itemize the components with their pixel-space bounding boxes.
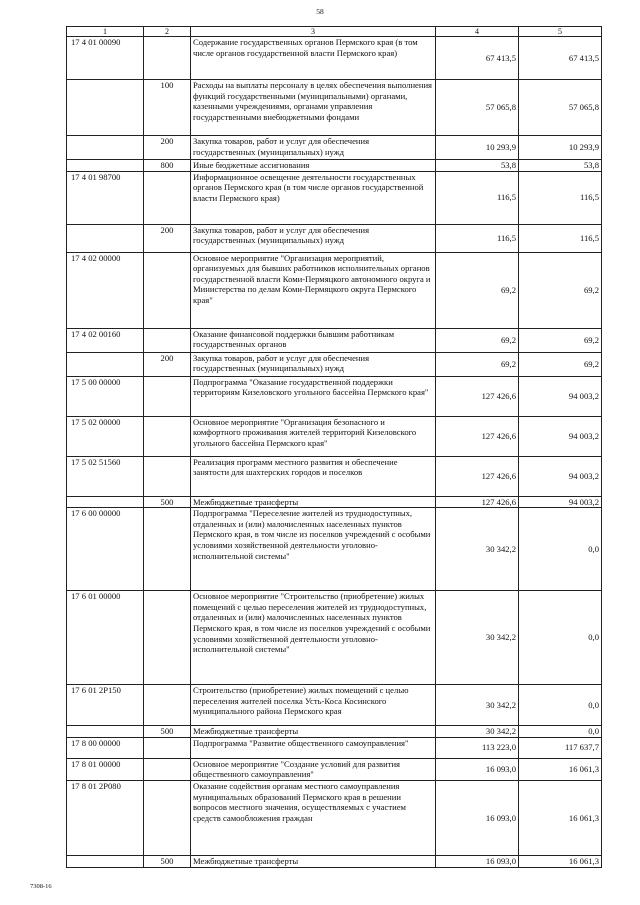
- row-description: Основное мероприятие "Строительство (приобретение) жилых помещений с целью переселения жителей из труднодоступных, отдаленных и (или) малочисленных населенных пунктов Пермского края, в том числе из поселков учреждений с особыми условиями хозяйственной деятельности уголовно-исполнительной системы": [191, 591, 436, 685]
- row-amount-col4: 30 342,2: [436, 685, 519, 726]
- row-amount-col5: 0,0: [519, 726, 602, 738]
- row-code: [67, 352, 144, 376]
- row-code: 17 5 02 51560: [67, 456, 144, 496]
- row-amount-col4: 69,2: [436, 252, 519, 328]
- row-description: Основное мероприятие "Организация мероприятий, организуемых для бывших работников исполнительных органов государственной власти Коми-Пермяцкого автономного округа и Министерства по делам Коми-Пермяцкого округа Пермского края": [191, 252, 436, 328]
- row-code: [67, 726, 144, 738]
- row-description: Межбюджетные трансферты: [191, 726, 436, 738]
- row-expense-kind: [144, 37, 191, 80]
- row-description: Информационное освещение деятельности государственных органов Пермского края (в том числе органов государственной власти Пермского края): [191, 171, 436, 224]
- row-code: 17 8 01 2Р080: [67, 780, 144, 855]
- row-amount-col4: 16 093,0: [436, 758, 519, 780]
- table-row: [67, 591, 602, 685]
- header-col-2: 2: [144, 27, 191, 37]
- budget-table: [66, 26, 602, 868]
- row-amount-col5: 69,2: [519, 352, 602, 376]
- row-expense-kind: 500: [144, 855, 191, 867]
- row-amount-col4: 16 093,0: [436, 780, 519, 855]
- row-amount-col5: 10 293,9: [519, 136, 602, 160]
- row-expense-kind: 200: [144, 136, 191, 160]
- row-expense-kind: [144, 376, 191, 416]
- row-description: Основное мероприятие "Организация безопасного и комфортного проживания жителей территорий Кизеловского угольного бассейна Пермского края": [191, 416, 436, 456]
- page-number: 58: [316, 7, 324, 16]
- row-amount-col5: 16 061,3: [519, 758, 602, 780]
- row-description: Оказание содействия органам местного самоуправления муниципальных образований Пермского края в решении вопросов местного значения, осуществляемых с участием средств самообложения граждан: [191, 780, 436, 855]
- header-col-3: 3: [191, 27, 436, 37]
- row-description: Закупка товаров, работ и услуг для обеспечения государственных (муниципальных) нужд: [191, 136, 436, 160]
- header-col-1: 1: [67, 27, 144, 37]
- row-amount-col4: 127 426,6: [436, 376, 519, 416]
- row-amount-col4: 69,2: [436, 328, 519, 352]
- row-code: 17 5 02 00000: [67, 416, 144, 456]
- table-row: [67, 508, 602, 591]
- row-code: 17 8 01 00000: [67, 758, 144, 780]
- row-amount-col5: 67 413,5: [519, 37, 602, 80]
- row-amount-col5: 116,5: [519, 171, 602, 224]
- row-expense-kind: 800: [144, 160, 191, 172]
- row-expense-kind: 500: [144, 496, 191, 508]
- row-amount-col4: 30 342,2: [436, 508, 519, 591]
- row-expense-kind: [144, 591, 191, 685]
- row-amount-col4: 10 293,9: [436, 136, 519, 160]
- table-row: [67, 737, 602, 758]
- row-expense-kind: 200: [144, 352, 191, 376]
- row-description: Межбюджетные трансферты: [191, 496, 436, 508]
- row-amount-col4: 67 413,5: [436, 37, 519, 80]
- row-code: [67, 80, 144, 136]
- row-amount-col4: 113 223,0: [436, 737, 519, 758]
- row-amount-col5: 116,5: [519, 224, 602, 252]
- row-expense-kind: [144, 416, 191, 456]
- row-amount-col5: 94 003,2: [519, 496, 602, 508]
- row-description: Реализация программ местного развития и обеспечение занятости для шахтерских городов и поселков: [191, 456, 436, 496]
- row-amount-col4: 127 426,6: [436, 416, 519, 456]
- row-amount-col4: 57 065,8: [436, 80, 519, 136]
- row-expense-kind: [144, 685, 191, 726]
- row-expense-kind: [144, 456, 191, 496]
- table-row: [67, 160, 602, 172]
- row-amount-col5: 16 061,3: [519, 780, 602, 855]
- row-code: 17 4 02 00160: [67, 328, 144, 352]
- row-amount-col5: 69,2: [519, 328, 602, 352]
- row-expense-kind: 500: [144, 726, 191, 738]
- row-description: Основное мероприятие "Создание условий для развития общественного самоуправления": [191, 758, 436, 780]
- row-description: Строительство (приобретение) жилых помещений с целью переселения жителей поселка Усть-Коса Косинского муниципального района Пермского края: [191, 685, 436, 726]
- header-col-4: 4: [436, 27, 519, 37]
- header-col-5: 5: [519, 27, 602, 37]
- table-row: [67, 780, 602, 855]
- row-amount-col4: 53,8: [436, 160, 519, 172]
- row-description: Подпрограмма "Переселение жителей из труднодоступных, отдаленных и (или) малочисленных населенных пунктов Пермского края, в том числе из поселков учреждений с особыми условиями хозяйственной деятельности уголовно-исполнительной системы": [191, 508, 436, 591]
- row-code: [67, 160, 144, 172]
- row-expense-kind: [144, 252, 191, 328]
- row-amount-col5: 69,2: [519, 252, 602, 328]
- table-row: [67, 456, 602, 496]
- table-row: [67, 726, 602, 738]
- row-code: [67, 496, 144, 508]
- table-header-row: [67, 27, 602, 37]
- row-amount-col4: 30 342,2: [436, 591, 519, 685]
- row-description: Подпрограмма "Развитие общественного самоуправления": [191, 737, 436, 758]
- row-description: Иные бюджетные ассигнования: [191, 160, 436, 172]
- row-expense-kind: 200: [144, 224, 191, 252]
- table-row: [67, 37, 602, 80]
- row-amount-col5: 57 065,8: [519, 80, 602, 136]
- row-amount-col5: 117 637,7: [519, 737, 602, 758]
- row-code: 17 5 00 00000: [67, 376, 144, 416]
- row-amount-col5: 94 003,2: [519, 376, 602, 416]
- row-expense-kind: [144, 171, 191, 224]
- row-description: Содержание государственных органов Пермского края (в том числе органов государственной власти Пермского края): [191, 37, 436, 80]
- table-row: [67, 855, 602, 867]
- table-row: [67, 376, 602, 416]
- row-amount-col4: 127 426,6: [436, 496, 519, 508]
- row-amount-col4: 69,2: [436, 352, 519, 376]
- row-code: [67, 855, 144, 867]
- row-code: 17 6 00 00000: [67, 508, 144, 591]
- row-description: Подпрограмма "Оказание государственной поддержки территориям Кизеловского угольного бассейна Пермского края": [191, 376, 436, 416]
- row-amount-col4: 16 093,0: [436, 855, 519, 867]
- row-code: 17 4 01 98700: [67, 171, 144, 224]
- row-expense-kind: 100: [144, 80, 191, 136]
- table-row: [67, 252, 602, 328]
- table-row: [67, 352, 602, 376]
- row-amount-col4: 116,5: [436, 171, 519, 224]
- table-row: [67, 136, 602, 160]
- row-amount-col4: 127 426,6: [436, 456, 519, 496]
- row-amount-col5: 0,0: [519, 685, 602, 726]
- table-row: [67, 224, 602, 252]
- row-code: 17 4 02 00000: [67, 252, 144, 328]
- row-amount-col5: 16 061,3: [519, 855, 602, 867]
- row-code: [67, 224, 144, 252]
- row-code: [67, 136, 144, 160]
- row-code: 17 6 01 00000: [67, 591, 144, 685]
- row-code: 17 4 01 00090: [67, 37, 144, 80]
- row-description: Расходы на выплаты персоналу в целях обеспечения выполнения функций государственными (муниципальными) органами, казенными учреждениями, органами управления государственными внебюджетными фондами: [191, 80, 436, 136]
- row-expense-kind: [144, 780, 191, 855]
- row-expense-kind: [144, 508, 191, 591]
- row-description: Оказание финансовой поддержки бывшим работникам государственных органов: [191, 328, 436, 352]
- table-row: [67, 416, 602, 456]
- row-amount-col4: 30 342,2: [436, 726, 519, 738]
- row-description: Межбюджетные трансферты: [191, 855, 436, 867]
- row-description: Закупка товаров, работ и услуг для обеспечения государственных (муниципальных) нужд: [191, 224, 436, 252]
- table-row: [67, 328, 602, 352]
- row-expense-kind: [144, 737, 191, 758]
- row-amount-col5: 94 003,2: [519, 456, 602, 496]
- table-row: [67, 496, 602, 508]
- table-row: [67, 685, 602, 726]
- row-amount-col5: 0,0: [519, 508, 602, 591]
- row-code: 17 8 00 00000: [67, 737, 144, 758]
- row-code: 17 6 01 2Р150: [67, 685, 144, 726]
- row-description: Закупка товаров, работ и услуг для обеспечения государственных (муниципальных) нужд: [191, 352, 436, 376]
- row-expense-kind: [144, 758, 191, 780]
- table-row: [67, 758, 602, 780]
- document-id: 7308-16: [30, 883, 52, 890]
- row-amount-col4: 116,5: [436, 224, 519, 252]
- row-amount-col5: 94 003,2: [519, 416, 602, 456]
- table-row: [67, 171, 602, 224]
- row-amount-col5: 0,0: [519, 591, 602, 685]
- row-amount-col5: 53,8: [519, 160, 602, 172]
- table-row: [67, 80, 602, 136]
- row-expense-kind: [144, 328, 191, 352]
